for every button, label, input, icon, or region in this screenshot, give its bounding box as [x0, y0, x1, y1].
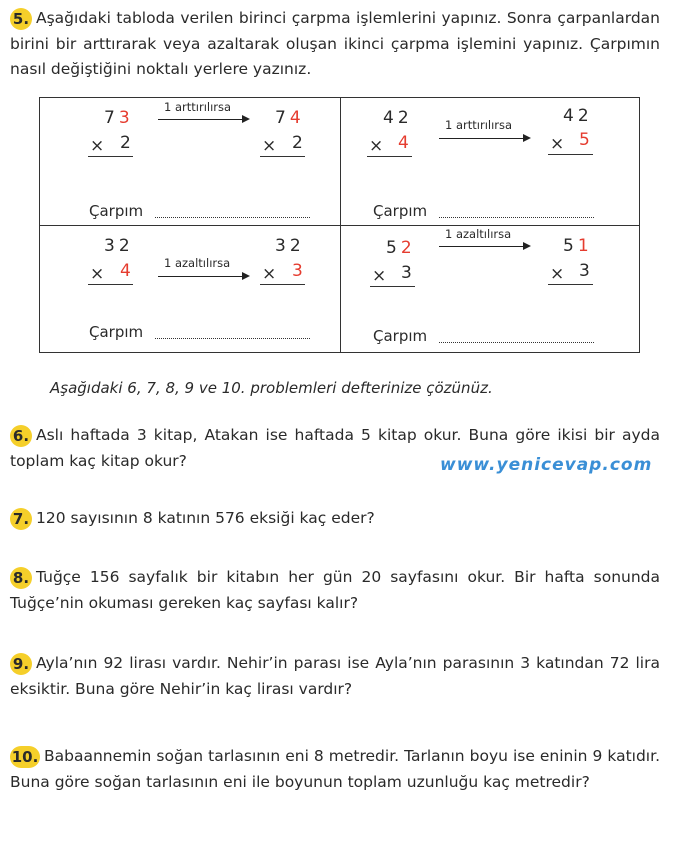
arrow-label: 1 arttırılırsa	[164, 100, 232, 114]
question-text: Ayla’nın 92 lirası vardır. Nehir’in parası ise Ayla’nın parasının 3 katından 72 lira eksiktir. Buna göre Nehir’in kaç lirası vardır?	[10, 654, 660, 698]
first-factor-new: 74	[275, 108, 305, 128]
table-cell-3	[40, 226, 340, 353]
question-text: Babaannemin soğan tarlasının eni 8 metredir. Tarlanın boyu ise eninin 9 katıdır. Buna göre soğan tarlasının eni ile boyunun toplam uzunluğu kaç metredir?	[10, 747, 660, 791]
second-factor-new: 2	[292, 133, 307, 153]
product-label: Çarpım	[89, 323, 144, 341]
question-text: Tuğçe 156 sayfalık bir kitabın her gün 20 sayfasını okur. Bir hafta sonunda Tuğçe’nin okuması gereken kaç sayfası kalır?	[10, 568, 660, 612]
first-factor: 52	[386, 238, 416, 258]
question-5	[10, 6, 660, 83]
product-label: Çarpım	[373, 202, 428, 220]
arrow-icon	[158, 276, 248, 277]
arrow-icon	[158, 119, 248, 120]
watermark: www.yenicevap.com	[440, 455, 653, 475]
second-factor: 3	[401, 263, 416, 283]
answer-blank[interactable]	[155, 337, 310, 339]
question-number: 5.	[10, 8, 32, 30]
second-factor: 2	[120, 133, 135, 153]
multiply-sign: ×	[369, 136, 384, 156]
multiply-sign: ×	[90, 136, 105, 156]
multiply-sign: ×	[550, 134, 565, 154]
second-factor-new: 5	[579, 130, 594, 150]
answer-blank[interactable]	[439, 216, 594, 218]
question-number: 6.	[10, 425, 32, 447]
table-cell-4	[341, 226, 641, 353]
question-7	[10, 506, 660, 532]
question-10	[10, 744, 660, 795]
first-factor-new: 32	[275, 236, 305, 256]
second-factor-new: 3	[292, 261, 307, 281]
multiply-sign: ×	[262, 136, 277, 156]
second-factor-new: 3	[579, 261, 594, 281]
question-number: 9.	[10, 653, 32, 675]
table-cell-1	[40, 98, 340, 225]
multiply-sign: ×	[262, 264, 277, 284]
first-factor-new: 42	[563, 106, 593, 126]
question-text: Aşağıdaki tabloda verilen birinci çarpma işlemlerini yapınız. Sonra çarpanlardan birini bir arttırarak veya azaltarak oluşan ikinci çarpma işlemini yapınız. Çarpımın nasıl değiştiğini noktalı yerlere yazınız.	[10, 9, 660, 78]
first-factor: 32	[104, 236, 134, 256]
question-number: 7.	[10, 508, 32, 530]
second-factor: 4	[398, 133, 413, 153]
instruction-note: Aşağıdaki 6, 7, 8, 9 ve 10. problemleri defterinize çözünüz.	[50, 379, 493, 397]
multiplication-table	[39, 97, 640, 353]
second-factor: 4	[120, 261, 135, 281]
question-9	[10, 651, 660, 702]
table-cell-2	[341, 98, 641, 225]
product-label: Çarpım	[373, 327, 428, 345]
arrow-label: 1 azaltılırsa	[164, 256, 231, 270]
first-factor-new: 51	[563, 236, 593, 256]
question-text: Aslı haftada 3 kitap, Atakan ise haftada 5 kitap okur. Buna göre ikisi bir ayda toplam kaç kitap okur?	[10, 426, 660, 470]
multiply-sign: ×	[90, 264, 105, 284]
product-label: Çarpım	[89, 202, 144, 220]
question-text: 120 sayısının 8 katının 576 eksiği kaç eder?	[36, 509, 375, 527]
first-factor: 42	[383, 108, 413, 128]
multiply-sign: ×	[372, 266, 387, 286]
first-factor: 73	[104, 108, 134, 128]
question-8	[10, 565, 660, 616]
arrow-label: 1 azaltılırsa	[445, 227, 512, 241]
answer-blank[interactable]	[439, 341, 594, 343]
answer-blank[interactable]	[155, 216, 310, 218]
question-number: 8.	[10, 567, 32, 589]
arrow-icon	[439, 246, 529, 247]
arrow-label: 1 arttırılırsa	[445, 118, 513, 132]
multiply-sign: ×	[550, 264, 565, 284]
question-number: 10.	[11, 748, 39, 766]
arrow-icon	[439, 138, 529, 139]
